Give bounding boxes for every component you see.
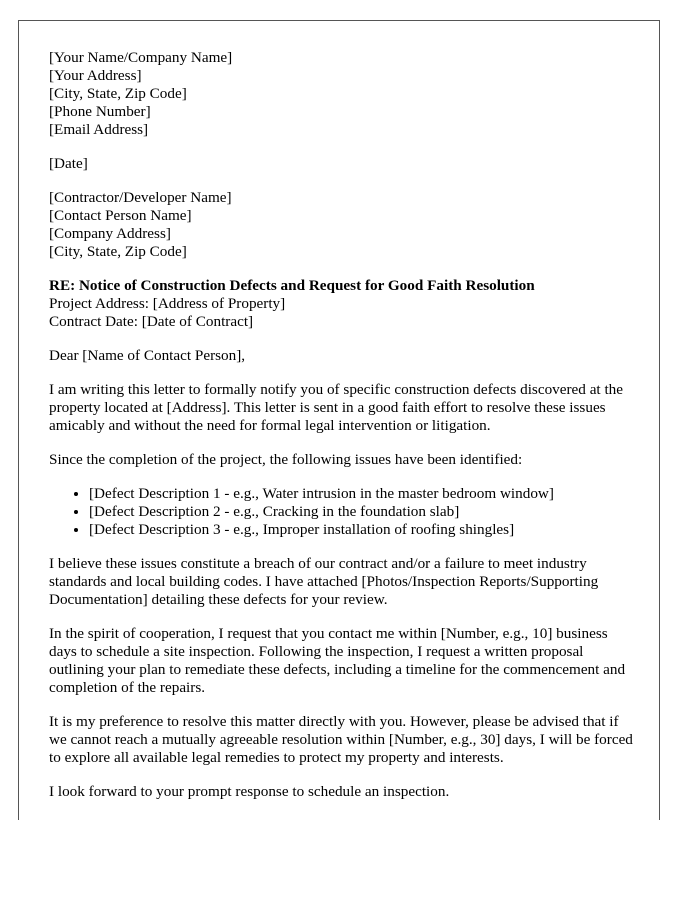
- defect-list: [49, 485, 633, 539]
- re-block: [49, 277, 633, 331]
- contract-date: Contract Date: [Date of Contract]: [49, 313, 254, 330]
- recipient-name: [Contractor/Developer Name]: [49, 189, 232, 206]
- sender-block: [49, 49, 633, 139]
- date-block: [49, 155, 633, 173]
- paragraph-intro: I am writing this letter to formally notify you of specific construction defects discovered at the property located at [Address]. This letter is sent in a good faith effort to resolve these issues amicably and without the need for formal legal intervention or litigation.: [49, 381, 624, 434]
- paragraph-preference: It is my preference to resolve this matter directly with you. However, please be advised that if we cannot reach a mutually agreeable resolution within [Number, e.g., 30] days, I will be forced to explore all available legal remedies to protect my property and interests.: [49, 713, 633, 766]
- recipient-block: [49, 189, 633, 261]
- paragraph-request: In the spirit of cooperation, I request that you contact me within [Number, e.g., 10] business days to schedule a site inspection. Following the inspection, I request a written proposal outlining your plan to remediate these defects, including a timeline for the commencement and completion of the repairs.: [49, 625, 626, 696]
- recipient-contact: [Contact Person Name]: [49, 207, 192, 224]
- list-item: • [Defect Description 1 - e.g., Water intrusion in the master bedroom window]: [89, 485, 633, 503]
- project-address: Project Address: [Address of Property]: [49, 295, 286, 312]
- paragraph-closing: I look forward to your prompt response to schedule an inspection.: [49, 783, 450, 800]
- letter-date: [Date]: [49, 155, 88, 172]
- sender-phone: [Phone Number]: [49, 103, 151, 120]
- recipient-address: [Company Address]: [49, 225, 171, 242]
- list-item: • [Defect Description 3 - e.g., Improper installation of roofing shingles]: [89, 521, 633, 539]
- sender-city-state-zip: [City, State, Zip Code]: [49, 85, 187, 102]
- letter-content: [49, 49, 633, 801]
- sender-email: [Email Address]: [49, 121, 149, 138]
- sender-address: [Your Address]: [49, 67, 142, 84]
- letter-page: [18, 20, 660, 820]
- list-item: • [Defect Description 2 - e.g., Cracking in the foundation slab]: [89, 503, 633, 521]
- subject-line: RE: Notice of Construction Defects and Request for Good Faith Resolution: [49, 277, 535, 294]
- sender-name: [Your Name/Company Name]: [49, 49, 233, 66]
- salutation: Dear [Name of Contact Person],: [49, 347, 246, 364]
- paragraph-breach: I believe these issues constitute a breach of our contract and/or a failure to meet industry standards and local building codes. I have attached [Photos/Inspection Reports/Supporting Documentation] detailing these defects for your review.: [49, 555, 599, 608]
- paragraph-issues-intro: Since the completion of the project, the following issues have been identified:: [49, 451, 523, 468]
- recipient-city-state-zip: [City, State, Zip Code]: [49, 243, 187, 260]
